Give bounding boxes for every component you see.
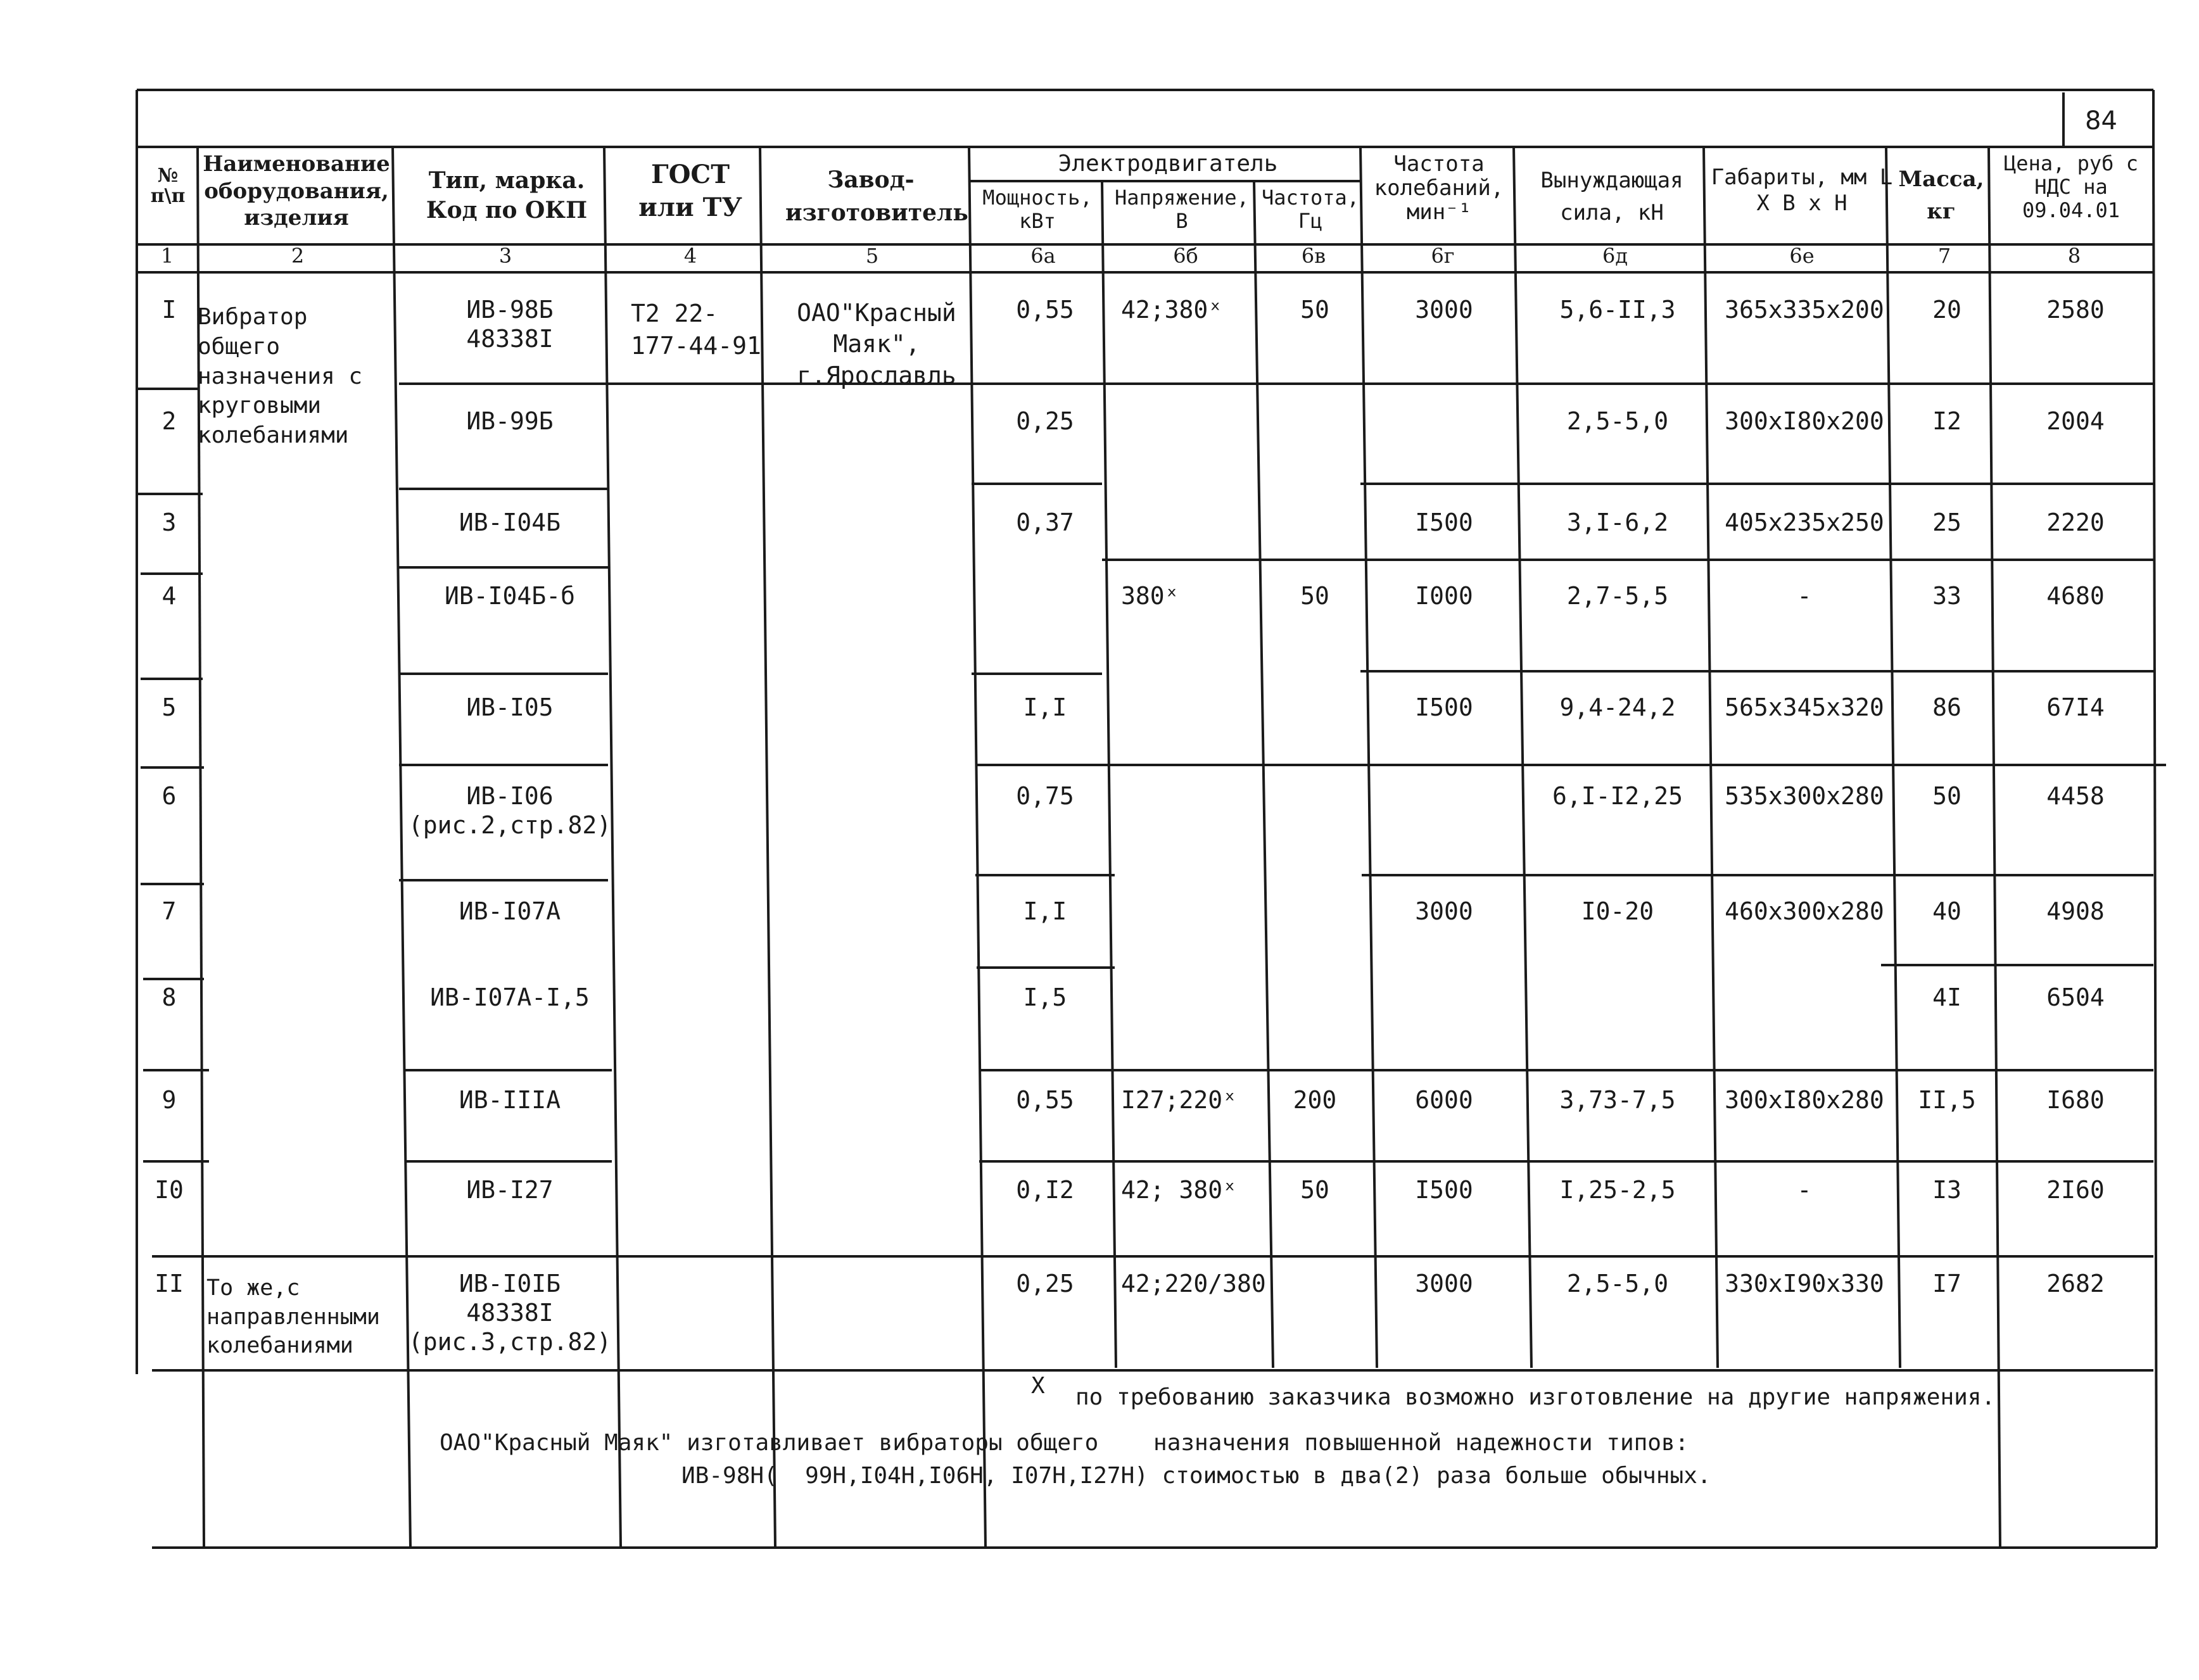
cell-dims: 460x300x280 [1725, 897, 1884, 925]
cell-price: I680 [2046, 1086, 2105, 1114]
col-number-3: 3 [498, 244, 512, 268]
col-number-6d: 6д [1602, 244, 1628, 268]
cell-mass: 4I [1932, 983, 1961, 1011]
cell-force: 3,73-7,5 [1559, 1086, 1676, 1114]
cell-power: 0,55 [1016, 1086, 1074, 1114]
cell-voltage: I27;220ˣ [1121, 1086, 1238, 1114]
row-number: 2 [162, 407, 177, 435]
header-price: Цена, руб с НДС на 09.04.01 [2004, 151, 2138, 222]
cell-type: ИВ-I06 [466, 782, 554, 810]
cell-force: 5,6-II,3 [1559, 296, 1676, 324]
cell-power: 0,55 [1016, 296, 1074, 324]
cell-type: ИВ-I05 [466, 693, 554, 721]
cell-dims: 300xI80x280 [1725, 1086, 1884, 1114]
cell-mass: I3 [1932, 1176, 1961, 1204]
col-number-4: 4 [683, 244, 697, 268]
page-number: 84 [2085, 106, 2117, 136]
row-number: 6 [162, 782, 177, 810]
cell-mass: 86 [1932, 693, 1961, 721]
cell-freq: 50 [1300, 1176, 1329, 1204]
group2-name: То же,с направленными колебаниями [206, 1275, 380, 1358]
cell-force: 3,I-6,2 [1566, 508, 1669, 536]
header-mass: Масса, кг [1898, 167, 1984, 224]
header-voltage: Напряжение, В [1115, 186, 1249, 233]
cell-power: 0,I2 [1016, 1176, 1074, 1204]
cell-force: I,25-2,5 [1559, 1176, 1676, 1204]
cell-price: 2I60 [2046, 1176, 2105, 1204]
cell-freq: 50 [1300, 582, 1329, 610]
cell-force: 2,5-5,0 [1566, 1270, 1669, 1298]
cell-mass: I2 [1932, 407, 1961, 435]
cell-type: ИВ-I07А [459, 897, 561, 925]
col-number-2: 2 [291, 244, 305, 268]
col-number-6b: 6б [1173, 244, 1198, 268]
cell-price: 2682 [2046, 1270, 2105, 1298]
row-number: II [155, 1270, 184, 1298]
cell-vfreq: 3000 [1415, 296, 1473, 324]
note-line-2: ОАО"Красный Маяк" изготавливает вибраторы общего назначения повышенной надежности типов: [440, 1430, 1689, 1456]
row-number: I0 [155, 1176, 184, 1204]
col-number-8: 8 [2067, 244, 2081, 268]
cell-mass: I7 [1932, 1270, 1961, 1298]
header-maker: Завод-изготовитель [785, 167, 968, 227]
cell-force: 2,5-5,0 [1566, 407, 1669, 435]
cell-price: 67I4 [2046, 693, 2105, 721]
col-number-1: 1 [160, 244, 174, 268]
cell-type: ИВ-I27 [466, 1176, 554, 1204]
cell-vfreq: 6000 [1415, 1086, 1473, 1114]
row-number: 4 [162, 582, 177, 610]
cell-vfreq: 3000 [1415, 897, 1473, 925]
cell-mass: 50 [1932, 782, 1961, 810]
header-force: Вынуждающая сила, кН [1540, 168, 1683, 225]
cell-type: ИВ-99Б [466, 407, 554, 435]
cell-voltage: 42;220/380 [1121, 1270, 1266, 1298]
cell-type: ИВ-IIIА [459, 1086, 561, 1114]
row-number: 5 [162, 693, 177, 721]
note-mark: X [1031, 1373, 1045, 1399]
header-type: Тип, марка. Код по ОКП [426, 167, 588, 224]
cell-power: 0,25 [1016, 1270, 1074, 1298]
cell-type3: (рис.3,стр.82) [408, 1328, 612, 1356]
cell-price: 4908 [2046, 897, 2105, 925]
row-number: 8 [162, 983, 177, 1011]
cell-mass: 40 [1932, 897, 1961, 925]
note-line-3: ИВ-98Н( 99Н,I04Н,I06Н, I07Н,I27Н) стоимостью в два(2) раза больше обычных. [681, 1463, 1711, 1489]
cell-dims: 565x345x320 [1725, 693, 1884, 721]
group1-name: Вибратор общего назначения с круговыми колебаниями [198, 304, 363, 449]
group1-gost: Т2 22-177-44-91 [631, 300, 761, 360]
col-number-7: 7 [1937, 244, 1951, 268]
cell-power: I,I [1023, 693, 1067, 721]
cell-dims: 330xI90x330 [1725, 1270, 1884, 1298]
cell-type: ИВ-I07А-I,5 [430, 983, 590, 1011]
note-line-1: по требованию заказчика возможно изготовление на другие напряжения. [1075, 1384, 1996, 1410]
cell-type: ИВ-I0IБ [459, 1270, 561, 1298]
col-number-6e: 6е [1789, 244, 1815, 268]
header-name: Наименование оборудования, изделия [203, 151, 390, 231]
row-number: 9 [162, 1086, 177, 1114]
cell-dims: 300xI80x200 [1725, 407, 1884, 435]
header-dimensions: Габариты, мм L X B x H [1711, 165, 1893, 216]
cell-power: 0,37 [1016, 508, 1074, 536]
cell-force: 2,7-5,5 [1566, 582, 1669, 610]
cell-type2: 48338I [466, 325, 554, 353]
cell-dims: 365x335x200 [1725, 296, 1884, 324]
group1-manufacturer: ОАО"Красный Маяк", г.Ярославль [797, 299, 956, 389]
cell-type: ИВ-I04Б [459, 508, 561, 536]
cell-type2: 48338I [466, 1299, 554, 1327]
cell-dims: 535x300x280 [1725, 782, 1884, 810]
cell-type: ИВ-98Б [466, 296, 554, 324]
col-number-6g: 6г [1431, 244, 1455, 268]
cell-power: I,I [1023, 897, 1067, 925]
header-freq: Частота, Гц [1261, 186, 1360, 233]
cell-vfreq: I500 [1415, 1176, 1473, 1204]
cell-freq: 50 [1300, 296, 1329, 324]
header-power: Мощность, кВт [982, 186, 1093, 233]
cell-price: 6504 [2046, 983, 2105, 1011]
cell-vfreq: 3000 [1415, 1270, 1473, 1298]
cell-force: 9,4-24,2 [1559, 693, 1676, 721]
cell-force: 6,I-I2,25 [1552, 782, 1683, 810]
col-number-6a: 6а [1030, 244, 1056, 268]
cell-mass: 25 [1932, 508, 1961, 536]
cell-price: 4680 [2046, 582, 2105, 610]
cell-power: I,5 [1023, 983, 1067, 1011]
cell-power: 0,25 [1016, 407, 1074, 435]
col-number-5: 5 [865, 244, 879, 268]
cell-vfreq: I000 [1415, 582, 1473, 610]
header-motor: Электродвигатель [1058, 151, 1278, 177]
row-number: 3 [162, 508, 177, 536]
cell-voltage: 42; 380ˣ [1121, 1176, 1238, 1204]
cell-type: ИВ-I04Б-б [445, 582, 575, 610]
cell-vfreq: I500 [1415, 508, 1473, 536]
cell-dims: - [1797, 1176, 1812, 1204]
cell-mass: 20 [1932, 296, 1961, 324]
cell-freq: 200 [1293, 1086, 1337, 1114]
cell-price: 4458 [2046, 782, 2105, 810]
cell-vfreq: I500 [1415, 693, 1473, 721]
cell-price: 2004 [2046, 407, 2105, 435]
cell-force: I0-20 [1581, 897, 1654, 925]
cell-mass: II,5 [1918, 1086, 1976, 1114]
cell-type2: (рис.2,стр.82) [408, 811, 612, 839]
cell-voltage: 380ˣ [1121, 582, 1179, 610]
cell-dims: - [1797, 582, 1812, 610]
col-number-6v: 6в [1301, 244, 1326, 268]
row-number: 7 [162, 897, 177, 925]
cell-power: 0,75 [1016, 782, 1074, 810]
cell-dims: 405x235x250 [1725, 508, 1884, 536]
cell-voltage: 42;380ˣ [1121, 296, 1223, 324]
cell-price: 2580 [2046, 296, 2105, 324]
header-vibration-frequency: Частота колебаний, мин⁻¹ [1374, 151, 1504, 225]
header-gost: ГОСТ или ТУ [638, 160, 742, 222]
cell-price: 2220 [2046, 508, 2105, 536]
row-number: I [162, 296, 177, 324]
cell-mass: 33 [1932, 582, 1961, 610]
header-num: № п\п [150, 165, 186, 207]
